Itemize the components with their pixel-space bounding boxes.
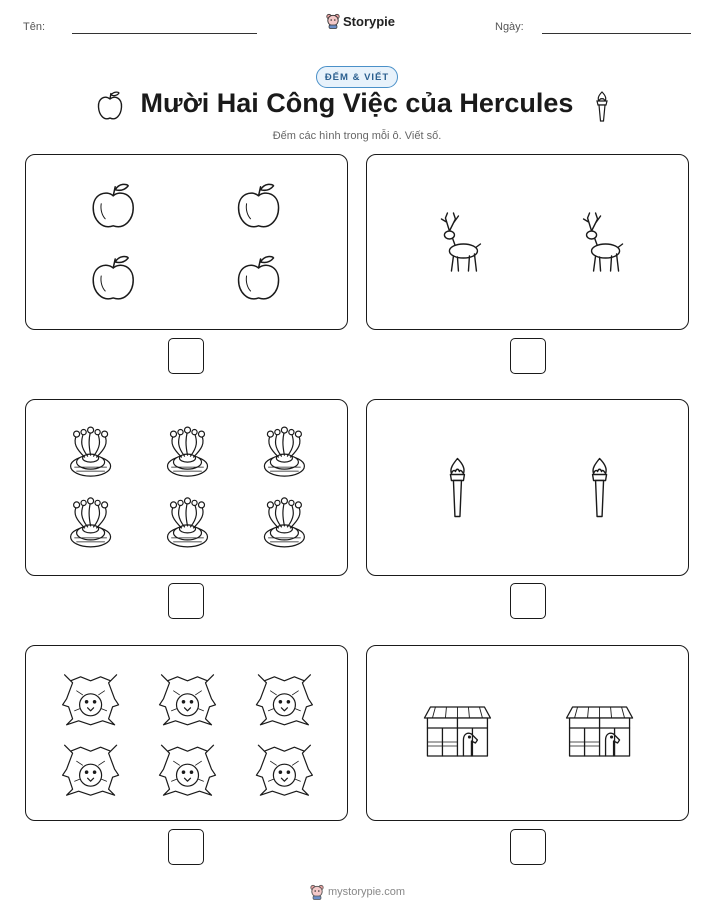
count-panel-lion-pelts	[25, 645, 348, 821]
count-panel-apples	[25, 154, 348, 330]
hydra-icon	[264, 427, 304, 476]
lion-pelt-icon	[160, 745, 216, 795]
answer-box-hydras[interactable]	[168, 583, 204, 619]
hydra-icon	[168, 498, 208, 547]
apple-icon	[93, 256, 133, 298]
deer-icon	[441, 213, 480, 271]
bear-logo-icon	[310, 884, 324, 900]
lion-pelt-icon	[63, 675, 119, 725]
brand-name: Storypie	[343, 13, 396, 29]
count-panel-hydras	[25, 399, 348, 576]
count-panel-stables	[366, 645, 689, 821]
footer-url: mystorypie.com	[328, 886, 406, 898]
date-label: Ngày:	[495, 21, 524, 33]
answer-box-lion-pelts[interactable]	[168, 829, 204, 865]
footer	[310, 884, 405, 900]
apple-icon	[239, 256, 279, 298]
torch-icon	[593, 459, 607, 517]
hydra-icon	[168, 427, 208, 476]
activity-badge: ĐẾM & VIẾT	[316, 66, 398, 88]
lion-pelt-icon	[63, 745, 119, 795]
torch-icon	[592, 90, 612, 124]
answer-box-torches[interactable]	[510, 583, 546, 619]
stable-icon	[567, 707, 633, 756]
count-panel-torches	[366, 399, 689, 576]
brand	[326, 13, 395, 29]
date-line[interactable]	[542, 33, 691, 34]
lion-pelt-icon	[256, 745, 312, 795]
hydra-icon	[264, 498, 304, 547]
answer-box-stables[interactable]	[510, 829, 546, 865]
count-panel-deer	[366, 154, 689, 330]
stable-icon	[424, 707, 490, 756]
hydra-icon	[71, 427, 111, 476]
lion-pelt-icon	[160, 675, 216, 725]
name-label: Tên:	[23, 21, 46, 33]
name-line[interactable]	[72, 33, 257, 34]
apple-icon	[239, 184, 279, 226]
apple-icon	[93, 184, 133, 226]
answer-box-deer[interactable]	[510, 338, 546, 374]
lion-pelt-icon	[256, 675, 312, 725]
instruction: Đếm các hình trong mỗi ô. Viết số.	[272, 130, 442, 142]
deer-icon	[584, 213, 623, 271]
hydra-icon	[71, 498, 111, 547]
torch-icon	[450, 459, 464, 517]
page-title: Mười Hai Công Việc của Hercules	[140, 88, 574, 118]
answer-box-apples[interactable]	[168, 338, 204, 374]
bear-logo-icon	[326, 13, 340, 29]
